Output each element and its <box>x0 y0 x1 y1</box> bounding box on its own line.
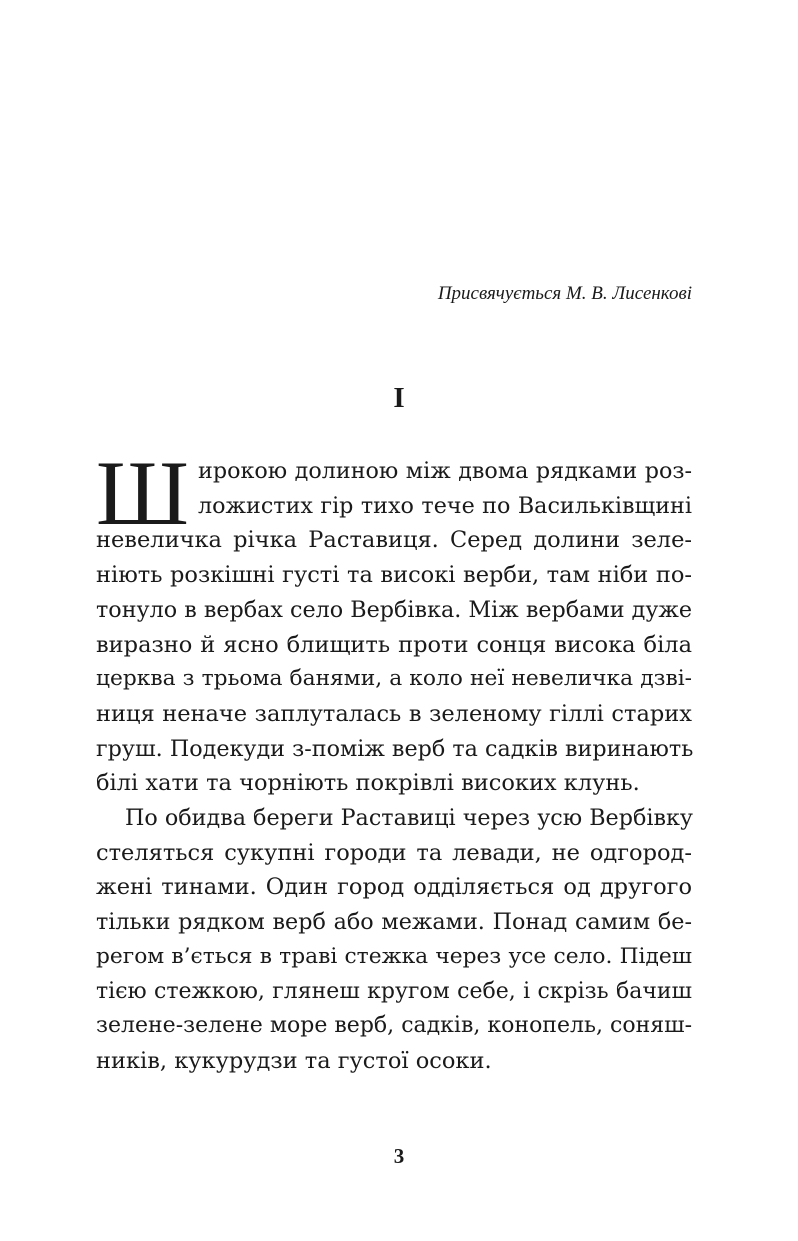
text-line: ніють розкішні густі та високі верби, там ніби по- <box>96 562 692 589</box>
text-line: виразно й ясно блищить проти сонця висока біла <box>96 631 692 658</box>
text-line: По обидва береги Раставиці через усю Вербівку <box>125 805 694 832</box>
paragraph-2 <box>96 801 692 1079</box>
text-line: тонуло в вербах село Вербівка. Між вербами дуже <box>96 596 693 623</box>
text-line: стеляться сукупні городи та левади, не одгород- <box>96 839 692 866</box>
dedication: Присвячується М. В. Лисенкові <box>437 283 692 304</box>
chapter-heading: I <box>393 382 405 414</box>
paragraph-1 <box>96 442 694 801</box>
text-line: білі хати та чорніють покрівлі високих клунь. <box>96 770 640 797</box>
text-line: церква з трьома банями, а коло неї невеличка дзві- <box>96 666 692 692</box>
text-line: тільки рядком верб або межами. Понад самим бе- <box>96 909 692 936</box>
text-line: невеличка річка Раставиця. Серед долини зеле- <box>96 527 692 554</box>
page-number: 3 <box>393 1144 405 1168</box>
text-line: зелене-зелене море верб, садків, конопель, соняш- <box>96 1013 692 1039</box>
body-text <box>96 442 694 1079</box>
text-line: ирокою долиною між двома рядками роз- <box>198 458 692 484</box>
text-line: регом в’ється в траві стежка через усе село. Підеш <box>96 943 692 969</box>
text-line: ниця неначе заплуталась в зеленому гіллі старих <box>96 700 692 727</box>
drop-cap: Ш <box>96 442 189 544</box>
text-line: груш. Подекуди з-поміж верб та садків виринають <box>96 735 694 762</box>
text-line: тією стежкою, глянеш кругом себе, і скрізь бачиш <box>96 978 692 1004</box>
text-line: жені тинами. Один город одділяється од другого <box>96 874 692 901</box>
text-line: ників, кукурудзи та густої осоки. <box>96 1047 492 1074</box>
text-line: ложистих гір тихо тече по Васильківщині <box>198 492 692 519</box>
